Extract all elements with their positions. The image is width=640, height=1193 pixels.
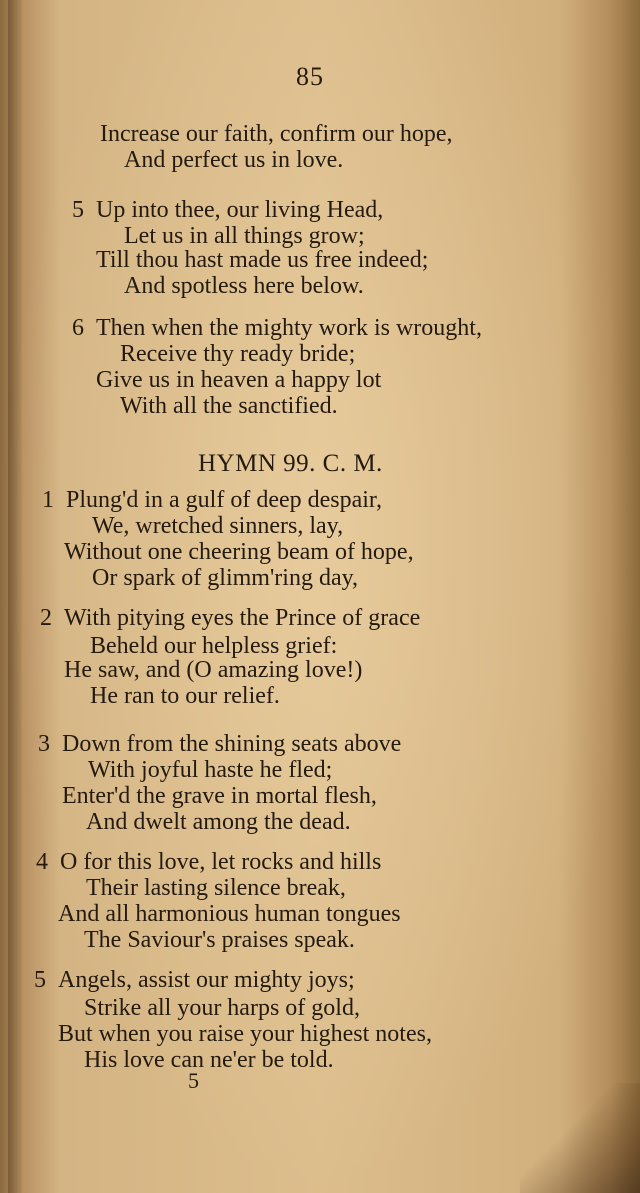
- verse-number: 3: [38, 731, 50, 757]
- verse-line: Angels, assist our mighty joys;: [58, 967, 355, 993]
- verse-line: And spotless here below.: [124, 273, 364, 299]
- verse-number: 5: [72, 197, 84, 223]
- continuation-line: And perfect us in love.: [124, 147, 344, 173]
- verse-line: Or spark of glimm'ring day,: [92, 565, 359, 591]
- verse-number: 5: [34, 967, 46, 993]
- verse-line: Strike all your harps of gold,: [84, 995, 360, 1021]
- verse-line: Till thou hast made us free indeed;: [96, 247, 429, 273]
- verse-line: And all harmonious human tongues: [58, 901, 401, 927]
- continuation-line: Increase our faith, confirm our hope,: [100, 121, 453, 147]
- hymn-title: HYMN 99. C. M.: [198, 450, 383, 477]
- verse-line: Enter'd the grave in mortal flesh,: [62, 783, 377, 809]
- verse-number: 6: [72, 315, 84, 341]
- verse-line: Receive thy ready bride;: [120, 341, 356, 367]
- verse-line: With pitying eyes the Prince of grace: [64, 605, 421, 631]
- verse-line: The Saviour's praises speak.: [84, 927, 355, 953]
- signature-mark: 5: [188, 1068, 199, 1093]
- verse-number: 1: [42, 487, 54, 513]
- page-corner-wear: [520, 1083, 640, 1193]
- verse-line: Then when the mighty work is wrought,: [96, 315, 482, 341]
- verse-number: 2: [40, 605, 52, 631]
- verse-line: With all the sanctified.: [120, 393, 338, 419]
- verse-line: He ran to our relief.: [90, 683, 280, 709]
- page-spine-shadow: [8, 0, 22, 1193]
- verse-line: Down from the shining seats above: [62, 731, 402, 757]
- verse-line: Without one cheering beam of hope,: [64, 539, 414, 565]
- verse-number: 4: [36, 849, 48, 875]
- verse-line: He saw, and (O amazing love!): [64, 657, 363, 683]
- verse-line: His love can ne'er be told.: [84, 1047, 334, 1073]
- verse-line: Let us in all things grow;: [124, 223, 365, 249]
- verse-line: O for this love, let rocks and hills: [60, 849, 382, 875]
- verse-line: Up into thee, our living Head,: [96, 197, 384, 223]
- verse-line: But when you raise your highest notes,: [58, 1021, 432, 1047]
- verse-line: Plung'd in a gulf of deep despair,: [66, 487, 382, 513]
- verse-line: Their lasting silence break,: [86, 875, 346, 901]
- page-number: 85: [296, 62, 324, 91]
- verse-line: Give us in heaven a happy lot: [96, 367, 382, 393]
- verse-line: We, wretched sinners, lay,: [92, 513, 344, 539]
- verse-line: With joyful haste he fled;: [88, 757, 333, 783]
- verse-line: Beheld our helpless grief:: [90, 633, 338, 659]
- verse-line: And dwelt among the dead.: [86, 809, 351, 835]
